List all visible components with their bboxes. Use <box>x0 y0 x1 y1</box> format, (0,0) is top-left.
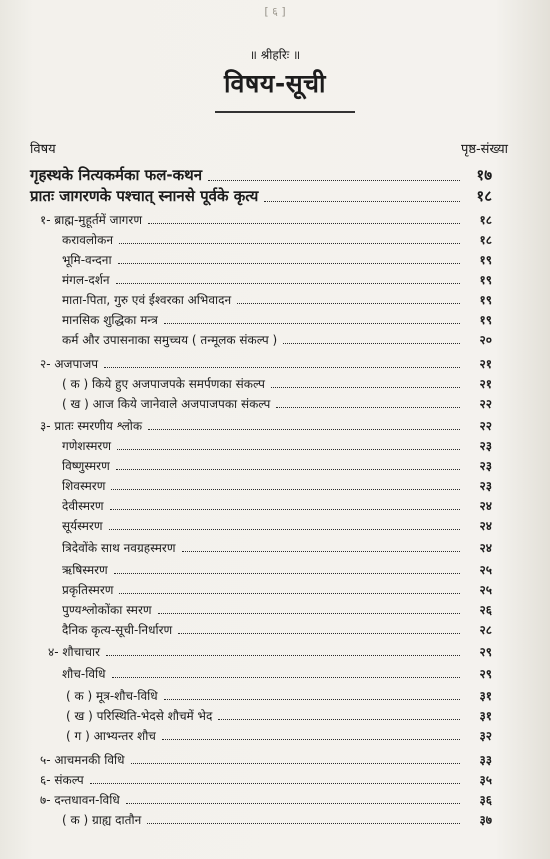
toc-entry-page-number: २३ <box>479 439 492 453</box>
toc-entry <box>62 330 492 348</box>
toc-entry <box>62 310 492 328</box>
toc-entry <box>62 394 492 412</box>
toc-entry-page-number: १९ <box>479 273 492 287</box>
toc-entry-page-number: ३५ <box>479 773 492 787</box>
column-header-subject: विषय <box>30 142 56 157</box>
dot-leader <box>114 573 460 574</box>
dot-leader <box>90 783 460 784</box>
dot-leader <box>111 489 460 490</box>
toc-entry-label: गृहस्थके नित्यकर्मका फल-कथन <box>30 166 203 184</box>
toc-entry-label: माता-पिता, गुरु एवं ईश्वरका अभिवादन <box>62 293 232 307</box>
dot-leader <box>164 323 460 324</box>
dot-leader <box>164 699 460 700</box>
toc-entry-page-number: १८ <box>479 213 492 227</box>
toc-entry-page-number: २० <box>479 333 492 347</box>
toc-entry-label: कर्म और उपासनाका समुच्चय ( तन्मूलक संकल्प ) <box>62 333 278 347</box>
toc-entry-label: ऋषिस्मरण <box>62 563 108 577</box>
toc-entry-label: ३- प्रातः स्मरणीय श्लोक <box>40 419 143 433</box>
dot-leader <box>117 449 460 450</box>
toc-entry-page-number: १८ <box>476 187 492 205</box>
toc-entry-page-number: २३ <box>479 479 492 493</box>
toc-entry-page-number: २३ <box>479 459 492 473</box>
toc-entry-label: २- अजपाजप <box>40 357 99 371</box>
toc-entry-page-number: २२ <box>479 419 492 433</box>
dot-leader <box>218 719 460 720</box>
toc-entry <box>62 476 492 494</box>
toc-entry <box>62 290 492 308</box>
toc-entry-label: शिवस्मरण <box>62 479 106 493</box>
toc-entry-label: ४- शौचाचार <box>48 645 101 659</box>
toc-entry <box>48 642 492 660</box>
toc-entry <box>62 496 492 514</box>
dot-leader <box>271 387 460 388</box>
toc-entry-page-number: २६ <box>479 603 492 617</box>
toc-entry-page-number: १८ <box>479 233 492 247</box>
toc-entry-label: ७- दन्तधावन-विधि <box>40 793 120 807</box>
toc-entry <box>62 620 492 638</box>
toc-entry-page-number: १९ <box>479 253 492 267</box>
toc-entry <box>40 790 492 808</box>
toc-entry-label: ( क ) मूत्र-शौच-विधि <box>66 689 158 703</box>
toc-entry-label: प्रातः जागरणके पश्चात् स्नानसे पूर्वके कृत्य <box>30 187 259 205</box>
dot-leader <box>126 803 460 804</box>
toc-entry-label: ६- संकल्प <box>40 773 84 787</box>
dot-leader <box>208 180 460 181</box>
toc-entry-label: ( क ) किये हुए अजपाजपके समर्पणका संकल्प <box>62 377 265 391</box>
dot-leader <box>112 677 461 678</box>
toc-entry <box>62 810 492 828</box>
toc-entry <box>66 726 492 744</box>
dot-leader <box>237 303 460 304</box>
invocation-line: ॥ श्रीहरिः ॥ <box>249 48 301 62</box>
page-folio: [ ६ ] <box>264 5 286 18</box>
toc-entry-label: मंगल-दर्शन <box>62 273 110 287</box>
toc-entry-label: ५- आचमनकी विधि <box>40 753 125 767</box>
toc-entry-page-number: १९ <box>479 293 492 307</box>
toc-entry <box>62 580 492 598</box>
toc-entry-label: गणेशस्मरण <box>62 439 112 453</box>
column-header-page-number: पृष्ठ-संख्या <box>460 142 508 157</box>
toc-entry-label: करावलोकन <box>62 233 114 247</box>
toc-entry-label: दैनिक कृत्य-सूची-निर्धारण <box>62 623 173 637</box>
dot-leader <box>158 613 460 614</box>
dot-leader <box>283 343 460 344</box>
toc-entry <box>62 456 492 474</box>
toc-entry-page-number: २४ <box>479 499 492 513</box>
toc-entry <box>66 686 492 704</box>
toc-entry <box>40 354 492 372</box>
page-title: विषय-सूची <box>224 69 326 98</box>
toc-entry-page-number: ३३ <box>479 753 492 767</box>
toc-entry <box>40 210 492 228</box>
dot-leader <box>119 593 460 594</box>
toc-entry-label: मानसिक शुद्धिका मन्त्र <box>62 313 158 327</box>
toc-entry-page-number: २१ <box>479 377 492 391</box>
dot-leader <box>109 529 460 530</box>
dot-leader <box>110 509 460 510</box>
toc-entry-label: शौच-विधि <box>62 667 106 681</box>
title-underline <box>215 111 355 113</box>
toc-entry <box>62 664 492 682</box>
toc-entry <box>62 560 492 578</box>
toc-entry <box>66 706 492 724</box>
toc-entry <box>62 538 492 556</box>
dot-leader <box>162 739 460 740</box>
toc-entry <box>40 770 492 788</box>
toc-entry-page-number: १९ <box>479 313 492 327</box>
dot-leader <box>147 823 460 824</box>
toc-entry-label: प्रकृतिस्मरण <box>62 583 114 597</box>
dot-leader <box>104 367 460 368</box>
toc-entry-page-number: २२ <box>479 397 492 411</box>
toc-entry-page-number: ३१ <box>479 689 492 703</box>
toc-entry-label: भूमि-वन्दना <box>62 253 112 267</box>
toc-entry <box>62 516 492 534</box>
dot-leader <box>106 655 460 656</box>
dot-leader <box>182 551 460 552</box>
toc-entry-label: देवीस्मरण <box>62 499 104 513</box>
toc-entry <box>62 270 492 288</box>
toc-entry-label: ( ख ) परिस्थिति-भेदसे शौचमें भेद <box>66 709 213 723</box>
toc-entry-page-number: २५ <box>479 563 492 577</box>
toc-entry-page-number: १७ <box>476 166 492 184</box>
toc-entry-page-number: ३२ <box>479 729 492 743</box>
dot-leader <box>148 223 460 224</box>
toc-entry-label: ( ग ) आभ्यन्तर शौच <box>66 729 156 743</box>
toc-entry-page-number: २४ <box>479 541 492 555</box>
toc-entry-page-number: २४ <box>479 519 492 533</box>
dot-leader <box>118 263 460 264</box>
toc-entry <box>62 436 492 454</box>
toc-entry <box>30 185 492 206</box>
toc-entry <box>40 416 492 434</box>
toc-entry-label: पुण्यश्लोकोंका स्मरण <box>62 603 152 617</box>
toc-entry <box>62 250 492 268</box>
toc-entry-page-number: २५ <box>479 583 492 597</box>
toc-entry-label: त्रिदेवोंके साथ नवग्रहस्मरण <box>62 541 176 555</box>
dot-leader <box>178 633 460 634</box>
dot-leader <box>116 283 460 284</box>
toc-entry-page-number: ३७ <box>479 813 492 827</box>
toc-entry-page-number: २१ <box>479 357 492 371</box>
toc-entry-page-number: २९ <box>479 667 492 681</box>
dot-leader <box>131 763 460 764</box>
dot-leader <box>276 407 460 408</box>
toc-entry <box>30 164 492 185</box>
toc-entry-label: ( ख ) आज किये जानेवाले अजपाजपका संकल्प <box>62 397 271 411</box>
toc-entry-page-number: २९ <box>479 645 492 659</box>
toc-entry <box>62 230 492 248</box>
toc-entry-page-number: २८ <box>479 623 492 637</box>
toc-entry-label: ( क ) ग्राह्य दातौन <box>62 813 142 827</box>
toc-entry-label: सूर्यस्मरण <box>62 519 103 533</box>
toc-entry-page-number: ३१ <box>479 709 492 723</box>
toc-entry <box>62 374 492 392</box>
dot-leader <box>264 201 460 202</box>
toc-entry-label: १- ब्राह्म-मुहूर्तमें जागरण <box>40 213 143 227</box>
dot-leader <box>116 469 460 470</box>
toc-entry <box>40 750 492 768</box>
dot-leader <box>148 429 460 430</box>
dot-leader <box>119 243 460 244</box>
toc-entry-page-number: ३६ <box>479 793 492 807</box>
toc-entry <box>62 600 492 618</box>
toc-entry-label: विष्णुस्मरण <box>62 459 110 473</box>
